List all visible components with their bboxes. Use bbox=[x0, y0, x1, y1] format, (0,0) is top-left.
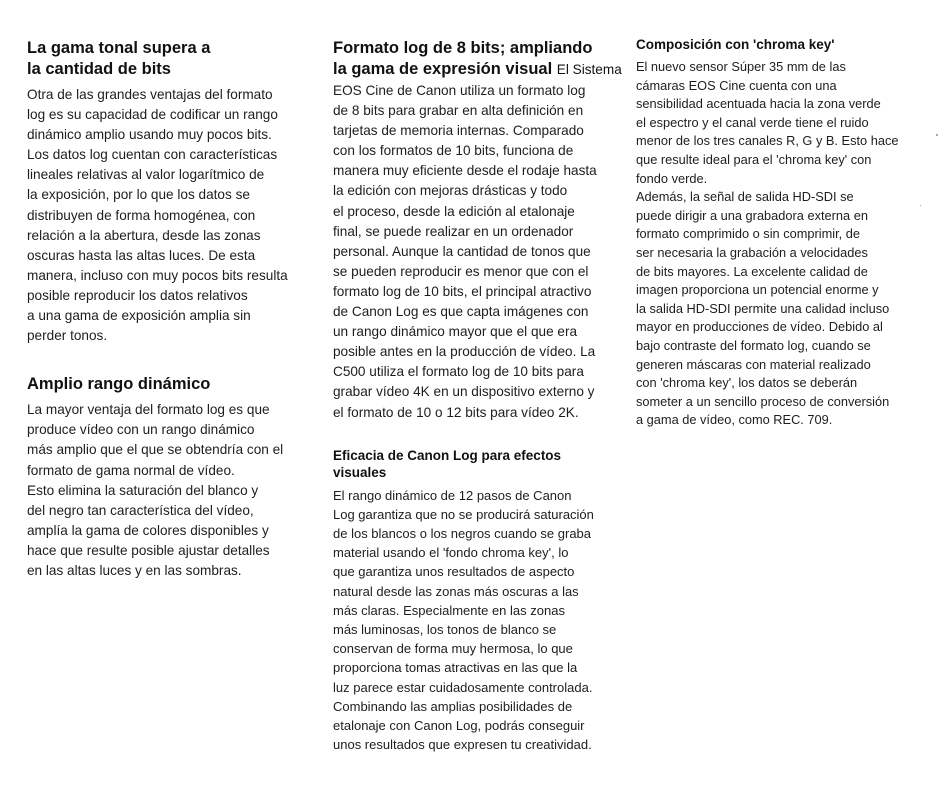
text-line: proporciona tomas atractivas en las que la bbox=[333, 660, 578, 676]
text-line: perder tonos. bbox=[27, 328, 108, 344]
text-line: del negro tan característica del vídeo, bbox=[27, 502, 254, 518]
text-line: log es su capacidad de codificar un rango bbox=[27, 107, 278, 123]
heading-line: Formato log de 8 bits; ampliando bbox=[333, 39, 593, 57]
text-line: La mayor ventaja del formato log es que bbox=[27, 402, 270, 418]
text-line: la exposición, por lo que los datos se bbox=[27, 187, 250, 203]
text-line: a una gama de exposición amplia sin bbox=[27, 308, 251, 324]
text-line: la salida HD-SDI permite una calidad incluso bbox=[636, 300, 890, 316]
paragraph-chroma-key bbox=[636, 58, 921, 430]
text-line: más amplio que el que se obtendría con el bbox=[27, 442, 284, 458]
text-line: sensibilidad acentuada hacia la zona verde bbox=[636, 96, 881, 112]
heading-tonal-range bbox=[27, 38, 322, 80]
heading-line: la gama de expresión visual bbox=[333, 60, 553, 78]
scan-speck bbox=[920, 205, 921, 206]
text-line: con 'chroma key', los datos se deberán bbox=[636, 375, 858, 391]
text-line: C500 utiliza el formato log de 10 bits para bbox=[333, 364, 584, 380]
text-line: produce vídeo con un rango dinámico bbox=[27, 422, 255, 438]
text-line: distribuyen de forma homogénea, con bbox=[27, 207, 256, 223]
text-line: en las altas luces y en las sombras. bbox=[27, 562, 242, 578]
paragraph-8bit-log bbox=[333, 81, 623, 423]
text-line: manera, incluso con muy pocos bits resulta bbox=[27, 267, 288, 283]
column-right bbox=[636, 36, 921, 430]
text-line: que garantiza unos resultados de aspecto bbox=[333, 564, 575, 580]
text-line: más claras. Especialmente en las zonas bbox=[333, 602, 565, 618]
paragraph-canon-log-efficacy bbox=[333, 486, 623, 755]
text-line: Otra de las grandes ventajas del formato bbox=[27, 87, 273, 102]
text-line: imagen proporciona un potencial enorme y bbox=[636, 282, 879, 298]
text-line: material usando el 'fondo chroma key', lo bbox=[333, 545, 569, 561]
text-line: de los blancos o los negros cuando se graba bbox=[333, 526, 592, 541]
text-line: relación a la abertura, desde las zonas bbox=[27, 227, 261, 243]
text-line: Los datos log cuentan con características bbox=[27, 147, 278, 163]
text-line: manera muy eficiente desde el rodaje hasta bbox=[333, 163, 597, 179]
text-line: de Canon Log es que capta imágenes con bbox=[333, 304, 589, 320]
text-line: a gama de vídeo, como REC. 709. bbox=[636, 412, 833, 428]
text-line: mayor en producciones de vídeo. Debido al bbox=[636, 319, 883, 335]
text-line: cámaras EOS Cine cuenta con una bbox=[636, 77, 837, 93]
text-line: formato log de 10 bits, el principal atractivo bbox=[333, 283, 592, 299]
text-line: hace que resulte posible ajustar detalles bbox=[27, 542, 270, 558]
text-line: conservan de forma muy hermosa, lo que bbox=[333, 641, 573, 657]
text-line: unos resultados que expresen tu creatividad. bbox=[333, 737, 592, 753]
heading-line-with-lead bbox=[333, 59, 623, 80]
heading-chroma-key: Composición con 'chroma key' bbox=[636, 37, 835, 52]
text-line: personal. Aunque la cantidad de tonos que bbox=[333, 243, 591, 259]
text-line: someter a un sencillo proceso de conversión bbox=[636, 393, 890, 409]
text-line: formato de gama normal de vídeo. bbox=[27, 462, 235, 478]
text-line: de bits mayores. La excelente calidad de bbox=[636, 263, 868, 279]
text-line: generen máscaras con material realizado bbox=[636, 356, 871, 372]
text-line: Log garantiza que no se producirá saturación bbox=[333, 506, 594, 522]
paragraph-tonal-range bbox=[27, 85, 322, 346]
text-line: Además, la señal de salida HD-SDI se bbox=[636, 189, 854, 205]
text-line: final, se puede realizar en un ordenador bbox=[333, 223, 574, 239]
text-line: puede dirigir a una grabadora externa en bbox=[636, 207, 868, 223]
column-middle bbox=[333, 38, 623, 754]
text-line: el espectro y el canal verde tiene el ruido bbox=[636, 114, 869, 130]
heading-line: la cantidad de bits bbox=[27, 60, 171, 78]
text-line: con los formatos de 10 bits, funciona de bbox=[333, 143, 574, 159]
heading-canon-log-efficacy bbox=[333, 447, 623, 481]
text-line: natural desde las zonas más oscuras a las bbox=[333, 583, 579, 599]
paragraph-dynamic-range bbox=[27, 400, 322, 581]
text-line: la edición con mejoras drásticas y todo bbox=[333, 183, 568, 199]
text-line: grabar vídeo 4K en un dispositivo externo y bbox=[333, 384, 595, 400]
heading-8bit-log bbox=[333, 38, 623, 80]
text-line: de 8 bits para grabar en alta definición en bbox=[333, 103, 584, 119]
text-line: el formato de 10 o 12 bits para vídeo 2K. bbox=[333, 404, 579, 420]
text-line: amplía la gama de colores disponibles y bbox=[27, 522, 269, 538]
lead-text: El Sistema bbox=[556, 62, 622, 77]
text-line: El rango dinámico de 12 pasos de Canon bbox=[333, 487, 572, 503]
column-left bbox=[27, 38, 322, 581]
text-line: lineales relativas al valor logarítmico de bbox=[27, 167, 265, 183]
scan-speck bbox=[936, 134, 938, 136]
text-line: El nuevo sensor Súper 35 mm de las bbox=[636, 59, 846, 74]
heading-line: La gama tonal supera a bbox=[27, 39, 211, 57]
text-line: posible antes en la producción de vídeo. La bbox=[333, 344, 596, 360]
text-line: etalonaje con Canon Log, podrás conseguir bbox=[333, 718, 585, 734]
text-line: tarjetas de memoria internas. Comparado bbox=[333, 123, 584, 139]
text-line: Esto elimina la saturación del blanco y bbox=[27, 482, 259, 498]
text-line: que resulte ideal para el 'chroma key' con bbox=[636, 151, 872, 167]
text-line: menor de los tres canales R, G y B. Esto hace bbox=[636, 133, 899, 149]
text-line: Combinando las amplias posibilidades de bbox=[333, 698, 573, 714]
text-line: oscuras hasta las altas luces. De esta bbox=[27, 247, 256, 263]
text-line: EOS Cine de Canon utiliza un formato log bbox=[333, 83, 586, 98]
text-line: el proceso, desde la edición al etalonaje bbox=[333, 203, 575, 219]
text-line: bajo contraste del formato log, cuando se bbox=[636, 337, 871, 353]
text-line: ser necesaria la grabación a velocidades bbox=[636, 244, 868, 260]
text-line: posible reproducir los datos relativos bbox=[27, 287, 248, 303]
text-line: un rango dinámico mayor que el que era bbox=[333, 324, 578, 340]
text-line: más luminosas, los tonos de blanco se bbox=[333, 622, 557, 638]
heading-line: visuales bbox=[333, 464, 387, 480]
text-line: se pueden reproducir es menor que con el bbox=[333, 263, 589, 279]
heading-dynamic-range: Amplio rango dinámico bbox=[27, 375, 211, 394]
heading-line: Eficacia de Canon Log para efectos bbox=[333, 447, 562, 463]
text-line: formato comprimido o sin comprimir, de bbox=[636, 226, 861, 242]
text-line: fondo verde. bbox=[636, 170, 708, 186]
text-line: dinámico amplio usando muy pocos bits. bbox=[27, 127, 272, 143]
text-line: luz parece estar cuidadosamente controlada. bbox=[333, 679, 593, 695]
